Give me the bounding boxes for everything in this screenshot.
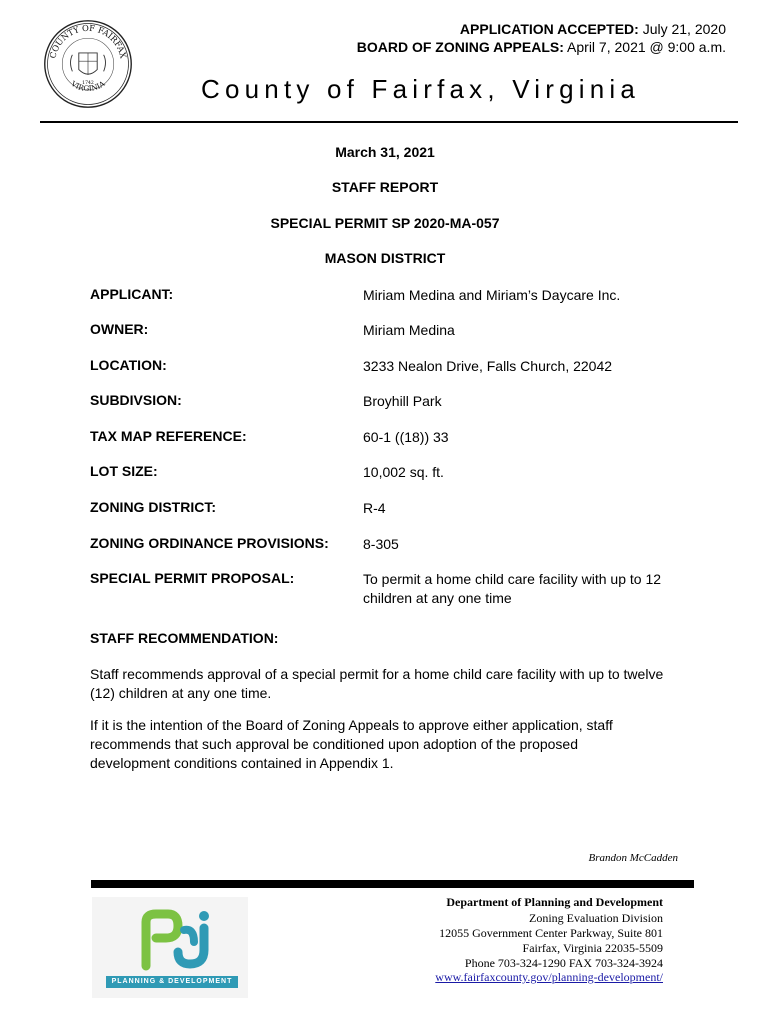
report-date: March 31, 2021 — [335, 144, 435, 160]
permit-proposal-label: SPECIAL PERMIT PROPOSAL: — [90, 570, 295, 586]
report-type: STAFF REPORT — [331, 179, 439, 195]
applicant-value: Miriam Medina and Miriam’s Daycare Inc. — [363, 287, 621, 303]
seal-top-text: COUNTY OF FAIRFAX — [47, 22, 129, 60]
application-accepted-date: July 21, 2020 — [642, 21, 726, 37]
bza-line — [357, 39, 726, 55]
zoning-provisions-label: ZONING ORDINANCE PROVISIONS: — [90, 535, 329, 551]
recommendation-heading: STAFF RECOMMENDATION: — [90, 630, 279, 646]
owner-value: Miriam Medina — [363, 322, 455, 338]
applicant-label: APPLICANT: — [90, 286, 174, 302]
logo-label: PLANNING & DEVELOPMENT — [106, 976, 238, 988]
county-seal-icon — [42, 18, 134, 110]
planning-development-logo-icon — [130, 908, 220, 972]
application-accepted-line — [460, 21, 726, 37]
seal-year: 1742 — [82, 81, 94, 87]
website-link[interactable]: www.fairfaxcounty.gov/planning-development/ — [435, 970, 663, 984]
lot-size-value: 10,002 sq. ft. — [363, 464, 444, 480]
district-name: MASON DISTRICT — [324, 250, 446, 266]
bza-label: BOARD OF ZONING APPEALS: — [356, 39, 564, 55]
subdivision-label: SUBDIVSION: — [90, 392, 182, 408]
department-name: Department of Planning and Development — [446, 895, 663, 909]
city-address: Fairfax, Virginia 22035-5509 — [522, 941, 663, 955]
division-name: Zoning Evaluation Division — [529, 911, 663, 925]
signature: Brandon McCadden — [588, 852, 678, 864]
subdivision-value: Broyhill Park — [363, 393, 442, 409]
zoning-provisions-value: 8-305 — [363, 536, 399, 552]
bza-date: April 7, 2021 @ 9:00 a.m. — [567, 39, 726, 55]
street-address: 12055 Government Center Parkway, Suite 801 — [439, 926, 663, 940]
lot-size-label: LOT SIZE: — [90, 463, 158, 479]
title-divider — [40, 121, 738, 123]
zoning-district-label: ZONING DISTRICT: — [90, 499, 216, 515]
application-accepted-label: APPLICATION ACCEPTED: — [459, 21, 639, 37]
location-value: 3233 Nealon Drive, Falls Church, 22042 — [363, 358, 613, 374]
footer-divider — [91, 880, 694, 888]
zoning-district-value: R-4 — [363, 500, 386, 516]
location-label: LOCATION: — [90, 357, 167, 373]
recommendation-paragraph-1: Staff recommends approval of a special permit for a home child care facility with up to twelve (12) children at any one time. — [90, 666, 664, 701]
tax-map-value: 60-1 ((18)) 33 — [363, 429, 449, 445]
tax-map-label: TAX MAP REFERENCE: — [90, 428, 247, 444]
recommendation-paragraph-2: If it is the intention of the Board of Zoning Appeals to approve either application, staff recommends that such approval be conditioned upon adoption of the proposed development conditions contained in Appendix 1. — [90, 717, 613, 771]
owner-label: OWNER: — [90, 321, 149, 337]
permit-number: SPECIAL PERMIT SP 2020-MA-057 — [270, 215, 500, 231]
phone-fax: Phone 703-324-1290 FAX 703-324-3924 — [464, 956, 663, 970]
county-title: County of Fairfax, Virginia — [201, 74, 641, 104]
permit-proposal-value: To permit a home child care facility with up to 12 children at any one time — [363, 571, 662, 606]
seal-bottom-text: VIRGINIA — [69, 79, 107, 94]
